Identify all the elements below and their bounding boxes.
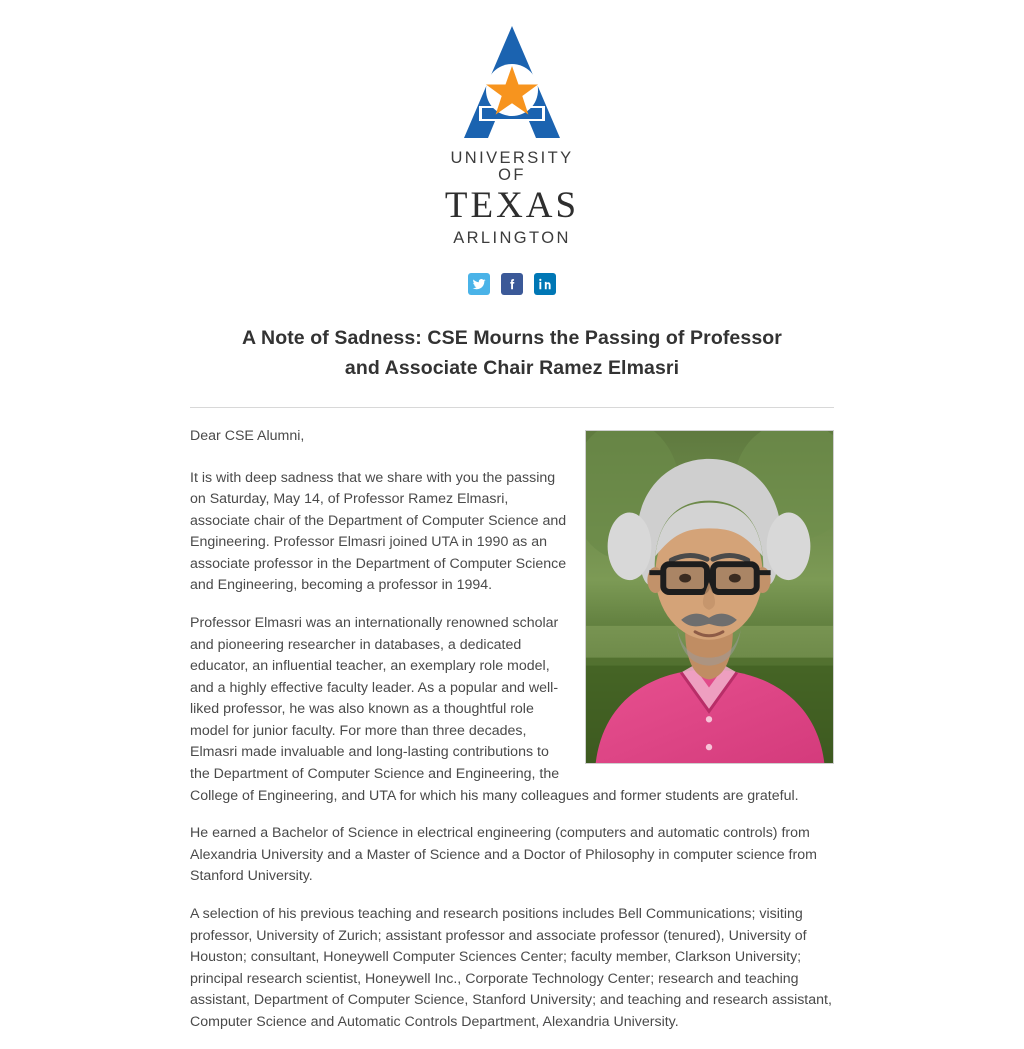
article-body	[190, 408, 834, 1049]
logo-block	[0, 0, 1024, 247]
avatar	[585, 430, 834, 764]
uta-logo[interactable]	[436, 22, 588, 247]
logo-wordmark	[436, 150, 588, 247]
paragraph-4: A selection of his previous teaching and research positions includes Bell Communications; visiting professor, University of Zurich; assistant professor and associate professor (tenured), University of Houston; consultant, Honeywell Computer Sciences Center; faculty member, Clarkson University; principal research scientist, Honeywell Inc., Corporate Technology Center; research and teaching assistant, Department of Computer Science, Stanford University; and teaching and research assistant, Computer Science and Automatic Controls Department, Alexandria University.	[190, 905, 832, 1030]
page-title: A Note of Sadness: CSE Mourns the Passing of Professor and Associate Chair Ramez Elmasri	[242, 326, 782, 379]
social-links	[0, 273, 1024, 295]
logo-line-texas: TEXAS	[444, 185, 580, 226]
facebook-icon[interactable]	[501, 273, 523, 295]
paragraph-3: He earned a Bachelor of Science in electrical engineering (computers and automatic controls) from Alexandria University and a Master of Science and a Doctor of Philosophy in computer science from Stanford University.	[190, 825, 817, 885]
linkedin-icon[interactable]	[534, 273, 556, 295]
paragraph-1: It is with deep sadness that we share with you the passing on Saturday, May 14, of Professor Ramez Elmasri, associate chair of the Department of Computer Science and Engineering. Professor Elmasri joined UTA in 1990 as an associate professor in the Department of Computer Science and Engineering, becoming a professor in 1994.	[190, 469, 567, 594]
paragraph-2: Professor Elmasri was an internationally renowned scholar and pioneering researcher in databases, a dedicated educator, an influential teacher, an exemplary role model, and a highly effective faculty leader. As a popular and well-liked professor, he was also known as a thoughtful role model for junior faculty. For more than three decades, Elmasri made invaluable and long-lasting contributions to the Department of Computer Science and Engineering, the College of Engineering, and UTA for which his many colleagues and former students are grateful.	[190, 614, 799, 804]
logo-line-university-of: UNIVERSITY OF	[450, 149, 574, 184]
logo-line-arlington: ARLINGTON	[453, 229, 571, 247]
twitter-icon[interactable]	[468, 273, 490, 295]
uta-a-star-icon	[436, 22, 588, 144]
salutation: Dear CSE Alumni,	[190, 427, 305, 444]
